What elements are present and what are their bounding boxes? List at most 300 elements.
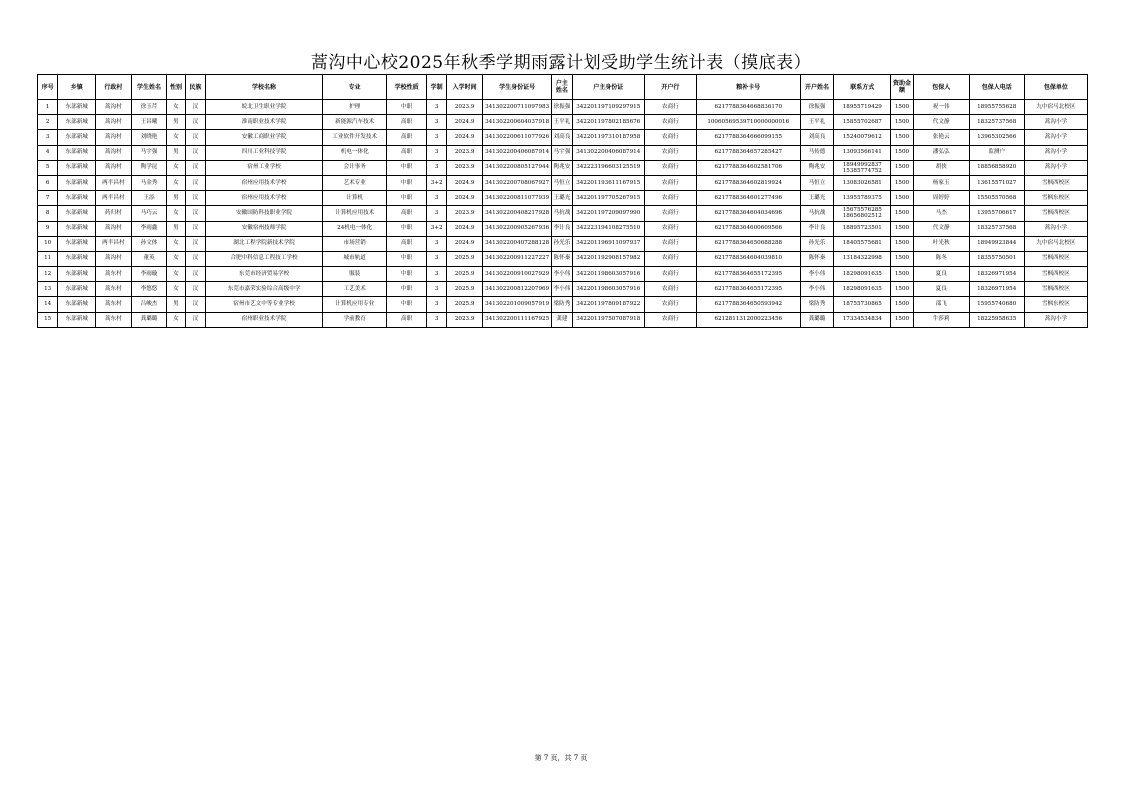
table-cell: 汉 (185, 115, 205, 130)
table-cell: 2023.9 (447, 312, 483, 327)
table-cell: 18949923844 (969, 236, 1024, 251)
table-cell: 龚璐璐 (131, 312, 167, 327)
table-cell: 东部新城 (58, 221, 96, 236)
table-cell: 6217788364604034696 (696, 206, 800, 221)
column-header: 学校名称 (206, 75, 323, 100)
table-cell: 祝一伟 (913, 100, 969, 115)
table-cell: 蒿东村 (96, 282, 132, 297)
table-row (38, 282, 1088, 297)
table-cell: 18325737568 (969, 115, 1024, 130)
table-cell: 龚璐璐 (800, 312, 834, 327)
table-cell: 雪枫西校区 (1024, 267, 1087, 282)
table-cell: 东部新城 (58, 145, 96, 160)
table-cell: 农商行 (644, 312, 696, 327)
table-cell: 东部新城 (58, 100, 96, 115)
table-cell: 农商行 (644, 130, 696, 145)
column-header: 入学时间 (447, 75, 483, 100)
table-cell: 宿州工业学校 (206, 160, 323, 175)
table-cell: 吕峻杰 (131, 297, 167, 312)
table-cell: 341302200811077939 (482, 191, 551, 206)
table-cell: 1500 (891, 221, 913, 236)
table-cell: 3 (426, 130, 446, 145)
table-cell: 两半昌村 (96, 175, 132, 190)
column-header: 民族 (185, 75, 205, 100)
table-cell: 15675576285 18656802512 (834, 206, 891, 221)
table-cell: 3 (38, 130, 58, 145)
table-cell: 农商行 (644, 267, 696, 282)
column-header: 户主身份证 (572, 75, 644, 100)
table-cell: 18225958635 (969, 312, 1024, 327)
table-cell: 汉 (185, 160, 205, 175)
table-cell: 18325737568 (969, 221, 1024, 236)
table-cell: 蒿沟村 (96, 115, 132, 130)
table-cell: 王昌曦 (131, 115, 167, 130)
table-cell: 艺术专业 (323, 175, 387, 190)
table-cell: 342223194108275510 (572, 221, 644, 236)
column-header: 包保人 (913, 75, 969, 100)
column-header: 包保人电话 (969, 75, 1024, 100)
table-cell: 胡侠 (913, 160, 969, 175)
table-cell: 1500 (891, 267, 913, 282)
table-cell: 13184322998 (834, 251, 891, 266)
document-title: 蒿沟中心校2025年秋季学期雨露计划受助学生统计表（摸底表） (310, 53, 812, 73)
table-cell: 汉 (185, 267, 205, 282)
table-cell: 李悠悠 (131, 282, 167, 297)
table-cell: 陶兆安 (800, 160, 834, 175)
table-cell: 梁防秀 (800, 297, 834, 312)
table-cell: 男 (167, 115, 185, 130)
table-cell: 5 (38, 160, 58, 175)
table-cell: 1500 (891, 236, 913, 251)
table-cell: 1500 (891, 175, 913, 190)
table-cell: 1500 (891, 160, 913, 175)
table-cell: 1500 (891, 206, 913, 221)
table-row (38, 236, 1088, 251)
table-cell: 雪枫东校区 (1024, 297, 1087, 312)
table-cell: 汉 (185, 282, 205, 297)
table-cell: 2025.9 (447, 297, 483, 312)
table-cell: 3 (426, 191, 446, 206)
table-cell: 13615571027 (969, 175, 1024, 190)
table-cell: 宿州市艺文中等专业学校 (206, 297, 323, 312)
table-cell: 13955706617 (969, 206, 1024, 221)
table-cell: 6217788364650688288 (696, 236, 800, 251)
table-row (38, 160, 1088, 175)
table-cell: 马宇强 (131, 145, 167, 160)
table-cell: 汉 (185, 221, 205, 236)
table-cell: 农商行 (644, 236, 696, 251)
table-cell: 城市轨道 (323, 251, 387, 266)
table-cell: 董英 (131, 251, 167, 266)
table-cell: 刘晓艳 (131, 130, 167, 145)
table-cell: 张艳云 (913, 130, 969, 145)
table-cell: 陶学昆 (131, 160, 167, 175)
table-cell: 夏良 (913, 282, 969, 297)
table-cell: 1500 (891, 251, 913, 266)
table-cell: 6217788364666099155 (696, 130, 800, 145)
table-cell: 3+2 (426, 175, 446, 190)
table-cell: 安徽国防科技职业学院 (206, 206, 323, 221)
table-cell: 3 (426, 312, 446, 327)
table-cell: 李雨鑫 (131, 221, 167, 236)
table-cell: 王添 (131, 191, 167, 206)
table-cell: 王平礼 (800, 115, 834, 130)
table-cell: 宿州应用技术学校 (206, 191, 323, 206)
table-cell: 3+2 (426, 221, 446, 236)
table-cell: 男 (167, 221, 185, 236)
table-cell: 机电一体化 (323, 145, 387, 160)
table-cell: 中职 (387, 191, 427, 206)
table-cell: 6217788364600609566 (696, 221, 800, 236)
table-cell: 农商行 (644, 191, 696, 206)
table-cell: 汉 (185, 236, 205, 251)
table-cell: 周婷婷 (913, 191, 969, 206)
table-cell: 汉 (185, 130, 205, 145)
table-cell: 新能源汽车技术 (323, 115, 387, 130)
table-cell: 孙光乐 (552, 236, 572, 251)
table-cell: 341302200911227227 (482, 251, 551, 266)
table-cell: 农商行 (644, 100, 696, 115)
table-cell: 15505570568 (969, 191, 1024, 206)
table-cell: 341302200604037918 (482, 115, 551, 130)
table-cell: 6217788364602581706 (696, 160, 800, 175)
student-aid-table (37, 74, 1088, 328)
table-cell: 342201196911097937 (572, 236, 644, 251)
table-cell: 341302200408217928 (482, 206, 551, 221)
table-cell: 东莞市嘉荣实验综合高级中学 (206, 282, 323, 297)
table-row (38, 191, 1088, 206)
table-cell: 1500 (891, 191, 913, 206)
table-cell: 2025.9 (447, 267, 483, 282)
column-header: 学生身份证号 (482, 75, 551, 100)
table-cell: 叶光秋 (913, 236, 969, 251)
table-cell: 雪枫西校区 (1024, 282, 1087, 297)
table-cell: 3 (426, 115, 446, 130)
table-cell: 12 (38, 267, 58, 282)
column-header: 包保单位 (1024, 75, 1087, 100)
table-cell: 2024.9 (447, 221, 483, 236)
table-cell: 雪枫东校区 (1024, 191, 1087, 206)
table-cell: 3 (426, 100, 446, 115)
table-cell: 陈冬 (913, 251, 969, 266)
table-cell: 13965302566 (969, 130, 1024, 145)
table-cell: 东部新城 (58, 267, 96, 282)
table-cell: 24机电一体化 (323, 221, 387, 236)
table-cell: 蒿东村 (96, 312, 132, 327)
table-cell: 农商行 (644, 221, 696, 236)
table-cell: 2025.9 (447, 251, 483, 266)
table-row (38, 267, 1088, 282)
table-cell: 中职 (387, 297, 427, 312)
table-cell: 1500 (891, 312, 913, 327)
table-cell: 陶兆安 (552, 160, 572, 175)
table-row (38, 145, 1088, 160)
table-cell: 女 (167, 206, 185, 221)
table-cell: 马抗战 (800, 206, 834, 221)
table-cell: 男 (167, 191, 185, 206)
table-cell: 药归村 (96, 206, 132, 221)
table-cell: 雪枫西校区 (1024, 175, 1087, 190)
table-cell: 工艺美术 (323, 282, 387, 297)
table-cell: 2023.9 (447, 206, 483, 221)
table-cell: 3 (426, 160, 446, 175)
table-cell: 蒿沟小学 (1024, 312, 1087, 327)
table-cell: 陈怀秦 (800, 251, 834, 266)
column-header: 性别 (167, 75, 185, 100)
table-cell: 马宇强 (552, 145, 572, 160)
table-cell: 341302200407288128 (482, 236, 551, 251)
table-cell: 农商行 (644, 160, 696, 175)
column-header: 粮补卡号 (696, 75, 800, 100)
table-cell: 18755730865 (834, 297, 891, 312)
table-cell: 341302200406087914 (482, 145, 551, 160)
table-cell: 宿州职业技术学院 (206, 312, 323, 327)
table-cell: 李小伟 (800, 282, 834, 297)
table-cell: 东部新城 (58, 206, 96, 221)
table-cell: 计算机应用技术 (323, 206, 387, 221)
table-cell: 东部新城 (58, 160, 96, 175)
table-cell: 刘高良 (552, 130, 572, 145)
table-cell: 蒿沟小学 (1024, 115, 1087, 130)
table-cell: 中职 (387, 100, 427, 115)
table-row (38, 175, 1088, 190)
table-cell: 8 (38, 206, 58, 221)
table-cell: 1500 (891, 115, 913, 130)
table-cell: 计算机 (323, 191, 387, 206)
table-cell: 18355750501 (969, 251, 1024, 266)
table-cell: 6217788364650593942 (696, 297, 800, 312)
table-cell: 342201197802185676 (572, 115, 644, 130)
table-cell: 东部新城 (58, 312, 96, 327)
table-cell: 女 (167, 160, 185, 175)
table-header-row (38, 75, 1088, 100)
table-cell: 6217788364655172395 (696, 267, 800, 282)
table-cell: 汉 (185, 297, 205, 312)
table-cell: 农商行 (644, 145, 696, 160)
table-cell: 9 (38, 221, 58, 236)
table-cell: 341302200812207969 (482, 282, 551, 297)
table-row (38, 312, 1088, 327)
table-cell: 王璐光 (552, 191, 572, 206)
table-cell: 高职 (387, 115, 427, 130)
table-cell: 李雨璇 (131, 267, 167, 282)
table-cell: 学前教育 (323, 312, 387, 327)
table-cell: 汉 (185, 100, 205, 115)
table-cell: 1500 (891, 145, 913, 160)
table-cell: 九中宿马北校区 (1024, 236, 1087, 251)
table-cell: 东部新城 (58, 175, 96, 190)
table-cell: 15855702687 (834, 115, 891, 130)
table-cell: 342201197507087918 (572, 312, 644, 327)
table-cell: 342201192908157982 (572, 251, 644, 266)
table-cell: 6217788364655172395 (696, 282, 800, 297)
table-cell: 341302200711097983 (482, 100, 551, 115)
column-header: 资助金额 (891, 75, 913, 100)
column-header: 行政村 (96, 75, 132, 100)
table-cell: 中职 (387, 221, 427, 236)
table-cell: 东部新城 (58, 251, 96, 266)
table-cell: 10060569539710000000016 (696, 115, 800, 130)
table-row (38, 221, 1088, 236)
table-row (38, 297, 1088, 312)
table-cell: 湖北工程学院新技术学院 (206, 236, 323, 251)
table-cell: 342201198603057916 (572, 282, 644, 297)
table-cell: 陈怀秦 (552, 251, 572, 266)
table-cell: 李计良 (800, 221, 834, 236)
table-cell: 2023.9 (447, 160, 483, 175)
table-cell: 341302200905267936 (482, 221, 551, 236)
table-cell: 马巧云 (131, 206, 167, 221)
column-header: 学生姓名 (131, 75, 167, 100)
column-header: 乡镇 (58, 75, 96, 100)
table-cell: 徐振强 (800, 100, 834, 115)
table-cell: 蒿沟村 (96, 160, 132, 175)
table-cell: 蒿沟小学 (1024, 221, 1087, 236)
table-cell: 蒿沟村 (96, 251, 132, 266)
table-cell: 女 (167, 312, 185, 327)
table-cell: 18955719429 (834, 100, 891, 115)
table-cell: 18298091635 (834, 267, 891, 282)
table-cell: 安徽宿州技师学院 (206, 221, 323, 236)
table-cell: 九中宿马北校区 (1024, 100, 1087, 115)
table-cell: 汉 (185, 206, 205, 221)
table-cell: 东部新城 (58, 236, 96, 251)
table-cell: 15 (38, 312, 58, 327)
column-header: 开户行 (644, 75, 696, 100)
table-cell: 342201197209097990 (572, 206, 644, 221)
table-cell: 雪枫西校区 (1024, 251, 1087, 266)
table-cell: 14 (38, 297, 58, 312)
table-cell: 马金秀 (131, 175, 167, 190)
table-cell: 15240079612 (834, 130, 891, 145)
table-cell: 中职 (387, 267, 427, 282)
table-cell: 李小伟 (552, 282, 572, 297)
table-cell: 6217788364604039810 (696, 251, 800, 266)
table-cell: 蒿沟村 (96, 145, 132, 160)
table-cell: 马传德 (800, 145, 834, 160)
table-cell: 李计良 (552, 221, 572, 236)
table-cell: 两半昌村 (96, 191, 132, 206)
table-row (38, 130, 1088, 145)
table-row (38, 206, 1088, 221)
table-cell: 6212811312000223456 (696, 312, 800, 327)
table-cell: 10 (38, 236, 58, 251)
table-cell: 1500 (891, 282, 913, 297)
table-cell: 蒿沟村 (96, 221, 132, 236)
table-cell: 中职 (387, 282, 427, 297)
table-cell: 两半昌村 (96, 236, 132, 251)
table-cell: 18405575681 (834, 236, 891, 251)
table-cell: 2024.9 (447, 191, 483, 206)
table-cell: 梁防秀 (552, 297, 572, 312)
table-cell: 6 (38, 175, 58, 190)
table-cell: 女 (167, 236, 185, 251)
table-cell: 王平礼 (552, 115, 572, 130)
table-cell: 王璐光 (800, 191, 834, 206)
table-cell: 农商行 (644, 297, 696, 312)
table-cell: 农商行 (644, 175, 696, 190)
table-cell: 农商行 (644, 206, 696, 221)
table-cell: 341302200111167925 (482, 312, 551, 327)
page-footer: 第 7 页，共 7 页 (534, 754, 588, 762)
column-header: 学校性质 (387, 75, 427, 100)
table-cell: 汉 (185, 251, 205, 266)
table-cell: 18949992837 15385774752 (834, 160, 891, 175)
table-cell: 邵飞 (913, 297, 969, 312)
table-cell: 341302200406087914 (572, 145, 644, 160)
table-cell: 3 (426, 236, 446, 251)
table-cell: 13083026581 (834, 175, 891, 190)
table-cell: 18326971954 (969, 282, 1024, 297)
table-cell: 3 (426, 267, 446, 282)
table-cell: 宿州应用技术学校 (206, 175, 323, 190)
column-header: 专业 (323, 75, 387, 100)
table-cell: 徐振强 (552, 100, 572, 115)
table-cell: 马杰 (913, 206, 969, 221)
table-cell: 计算机应用专业 (323, 297, 387, 312)
table-cell: 徐玉芹 (131, 100, 167, 115)
table-cell: 女 (167, 130, 185, 145)
table-row (38, 115, 1088, 130)
table-cell: 341302200708067927 (482, 175, 551, 190)
table-cell: 龚建 (552, 312, 572, 327)
table-cell: 牛莎莉 (913, 312, 969, 327)
table-cell: 代文静 (913, 115, 969, 130)
table-cell: 6217788364601277496 (696, 191, 800, 206)
table-cell: 农商行 (644, 282, 696, 297)
table-cell: 18955755628 (969, 100, 1024, 115)
table-cell: 15955740680 (969, 297, 1024, 312)
table-cell: 蒿东村 (96, 297, 132, 312)
table-cell: 孙光乐 (800, 236, 834, 251)
table-cell: 18326971954 (969, 267, 1024, 282)
table-cell: 1500 (891, 297, 913, 312)
table-cell: 马抗战 (552, 206, 572, 221)
table-cell: 1500 (891, 130, 913, 145)
table-cell: 女 (167, 100, 185, 115)
table-cell: 中职 (387, 175, 427, 190)
table-cell: 汉 (185, 145, 205, 160)
table-cell: 汉 (185, 175, 205, 190)
table-cell: 皖北卫生职业学院 (206, 100, 323, 115)
table-cell: 中职 (387, 160, 427, 175)
table-cell: 市场营销 (323, 236, 387, 251)
table-cell: 3 (426, 282, 446, 297)
table-cell: 汉 (185, 312, 205, 327)
column-header: 序号 (38, 75, 58, 100)
table-cell: 蒿沟小学 (1024, 160, 1087, 175)
column-header: 开户姓名 (800, 75, 834, 100)
table-cell: 342201193611167915 (572, 175, 644, 190)
table-cell: 341302201009057919 (482, 297, 551, 312)
table-cell: 雪枫西校区 (1024, 206, 1087, 221)
table-cell: 3 (426, 145, 446, 160)
table-cell: 高职 (387, 312, 427, 327)
table-cell: 17334534834 (834, 312, 891, 327)
table-cell: 孙文体 (131, 236, 167, 251)
table-cell: 蒿沟小学 (1024, 145, 1087, 160)
table-cell: 蒿东村 (96, 267, 132, 282)
table-cell: 341302200910027929 (482, 267, 551, 282)
table-cell: 女 (167, 267, 185, 282)
table-cell: 6217788364668836170 (696, 100, 800, 115)
table-cell: 夏良 (913, 267, 969, 282)
table-cell: 3 (426, 251, 446, 266)
table-cell: 342201197109297915 (572, 100, 644, 115)
table-cell: 东部新城 (58, 191, 96, 206)
table-cell: 女 (167, 175, 185, 190)
table-cell: 2023.9 (447, 145, 483, 160)
